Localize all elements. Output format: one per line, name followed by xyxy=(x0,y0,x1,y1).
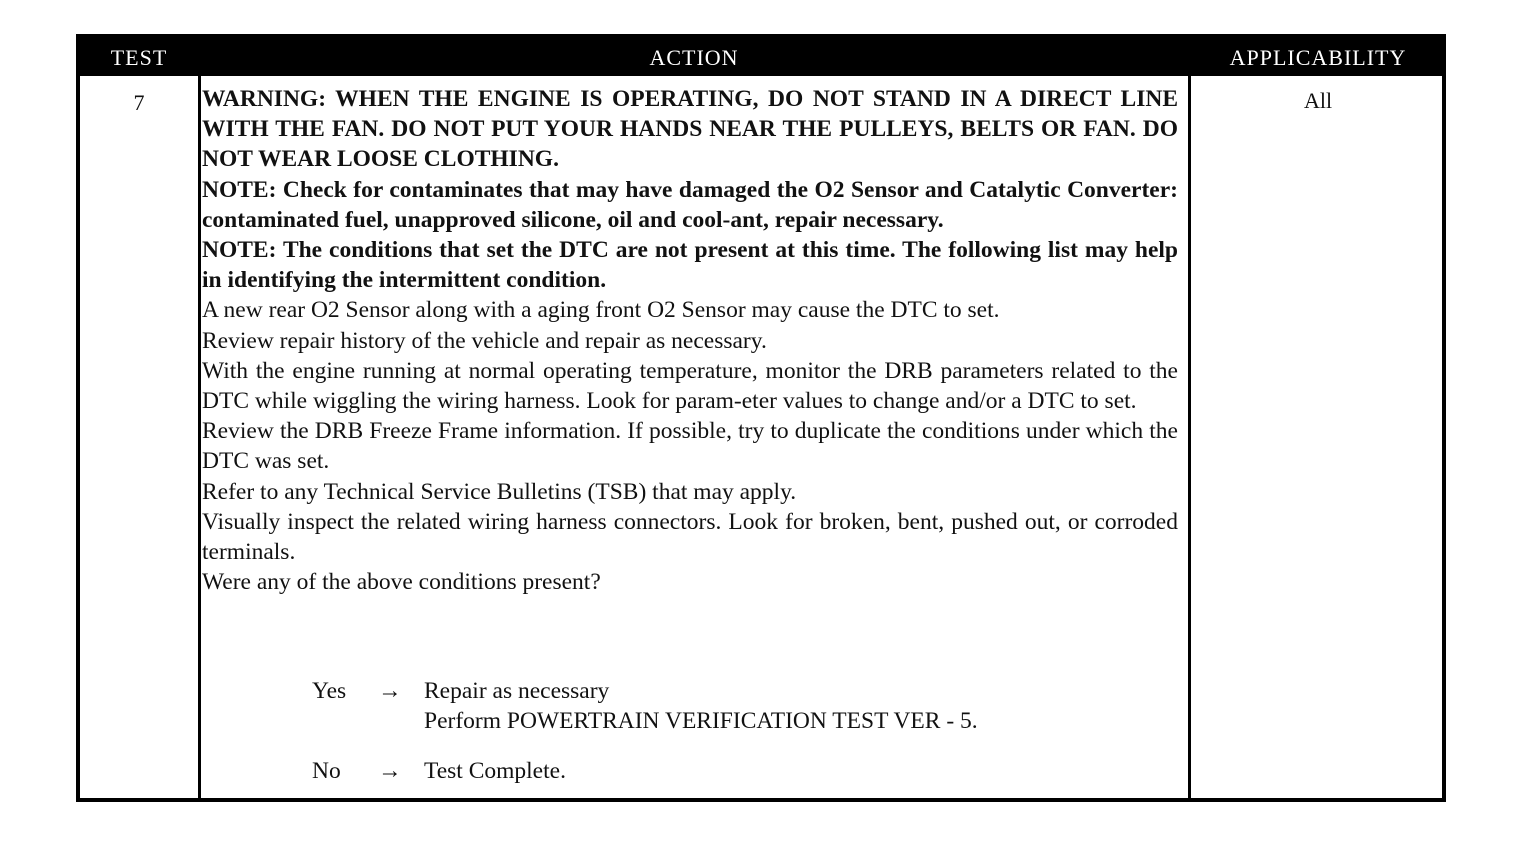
test-number: 7 xyxy=(133,90,145,115)
yes-answer xyxy=(202,676,1178,706)
no-answer xyxy=(202,756,1178,786)
question-text: Were any of the above conditions present? xyxy=(202,569,601,596)
instruction-paragraph: Refer to any Technical Service Bulletins (TSB) that may apply. xyxy=(202,478,797,505)
instruction-paragraph: With the engine running at normal operating temperature, monitor the DRB parameters related to the DTC while wiggling the wiring harness. Look for param-eter values to change and/or a DTC to set. xyxy=(202,357,1178,415)
yes-label: Yes xyxy=(312,678,347,704)
arrow-icon: → xyxy=(378,678,402,704)
instruction-paragraph: Review the DRB Freeze Frame information. If possible, try to duplicate the conditions under which the DTC was set. xyxy=(202,418,1178,475)
yes-result-verification: Perform POWERTRAIN VERIFICATION TEST VER - 5. xyxy=(424,708,978,734)
column-divider xyxy=(1188,76,1191,798)
instruction-paragraph: Visually inspect the related wiring harness connectors. Look for broken, bent, pushed out, or corroded terminals. xyxy=(202,508,1178,566)
instruction-paragraph: Review repair history of the vehicle and repair as necessary. xyxy=(202,327,767,354)
no-result: Test Complete. xyxy=(424,758,566,784)
action-text xyxy=(202,84,1178,597)
no-label: No xyxy=(312,758,341,784)
note-paragraph: NOTE: Check for contaminates that may have damaged the O2 Sensor and Catalytic Converter: contaminated fuel, unapproved silicone, oil and cool-ant, repair necessary. xyxy=(202,176,1178,233)
warning-paragraph: WARNING: WHEN THE ENGINE IS OPERATING, DO NOT STAND IN A DIRECT LINE WITH THE FAN. DO NOT PUT YOUR HANDS NEAR THE PULLEYS, BELTS OR FAN. DO NOT WEAR LOOSE CLOTHING. xyxy=(202,86,1178,173)
table-header xyxy=(80,38,1442,76)
note-paragraph: NOTE: The conditions that set the DTC are not present at this time. The following list may help in identifying the intermittent condition. xyxy=(202,237,1178,294)
answer-block xyxy=(202,676,1178,786)
header-action: ACTION xyxy=(649,45,739,70)
arrow-icon: → xyxy=(378,758,402,784)
header-test: TEST xyxy=(110,45,168,70)
applicability-value: All xyxy=(1303,88,1333,113)
column-divider xyxy=(198,76,201,798)
instruction-paragraph: A new rear O2 Sensor along with a aging front O2 Sensor may cause the DTC to set. xyxy=(202,297,1000,324)
header-applicability: APPLICABILITY xyxy=(1229,45,1407,70)
yes-result: Repair as necessary xyxy=(424,678,610,704)
yes-answer-continued xyxy=(202,706,1178,736)
